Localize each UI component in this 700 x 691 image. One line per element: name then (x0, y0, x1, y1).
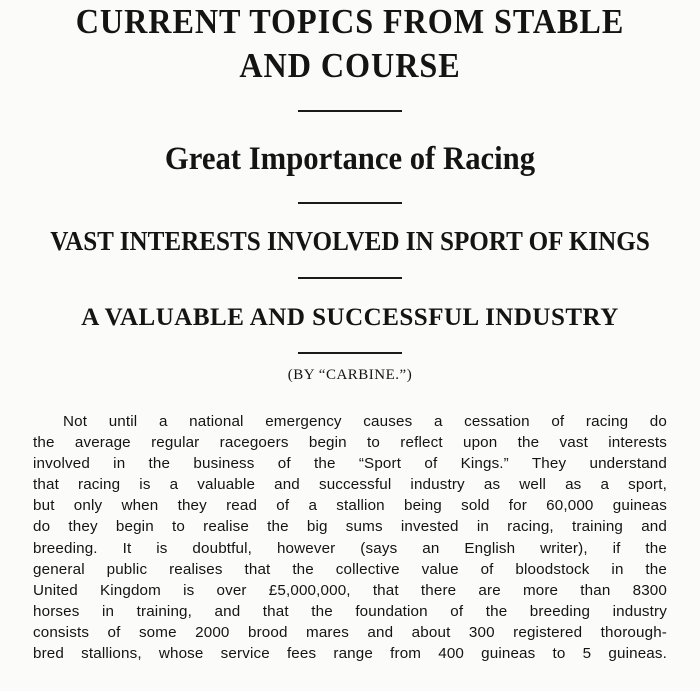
body-line: breeding. It is doubtful, however (says an English writer), if the (33, 539, 667, 557)
main-headline (28, 0, 672, 88)
byline: (BY “CARBINE.”) (287, 367, 413, 383)
body-line: involved in the business of the “Sport of Kings.” They understand (33, 455, 667, 473)
body-line: consists of some 2000 brood mares and about 300 registered thorough- (33, 623, 667, 641)
body-line: United Kingdom is over £5,000,000, that there are more than 8300 (33, 581, 667, 599)
body-line: horses in training, and that the foundation of the breeding industry (33, 602, 667, 620)
divider-rule (298, 277, 402, 279)
body-line: Not until a national emergency causes a cessation of racing do (63, 413, 667, 430)
headline-line-1: CURRENT TOPICS FROM STABLE (75, 2, 625, 41)
body-line: general public realises that the collective value of bloodstock in the (33, 560, 667, 578)
divider-rule (298, 352, 402, 354)
subheading: Great Importance of Racing (164, 141, 536, 177)
article-body (33, 411, 667, 664)
deck-headline-1: VAST INTERESTS INVOLVED IN SPORT OF KINGS (50, 226, 650, 256)
divider-rule (298, 202, 402, 204)
deck-headline-2: A VALUABLE AND SUCCESSFUL INDUSTRY (81, 304, 619, 331)
body-line: the average regular racegoers begin to reflect upon the vast interests (33, 434, 667, 452)
body-line: but only when they read of a stallion being sold for 60,000 guineas (33, 497, 667, 515)
body-line: do they begin to realise the big sums invested in racing, training and (33, 518, 667, 536)
headline-line-2: AND COURSE (239, 46, 461, 85)
body-line: that racing is a valuable and successful industry as well as a sport, (33, 476, 667, 494)
divider-rule (298, 110, 402, 112)
body-line: bred stallions, whose service fees range from 400 guineas to 5 guineas. (33, 645, 667, 663)
